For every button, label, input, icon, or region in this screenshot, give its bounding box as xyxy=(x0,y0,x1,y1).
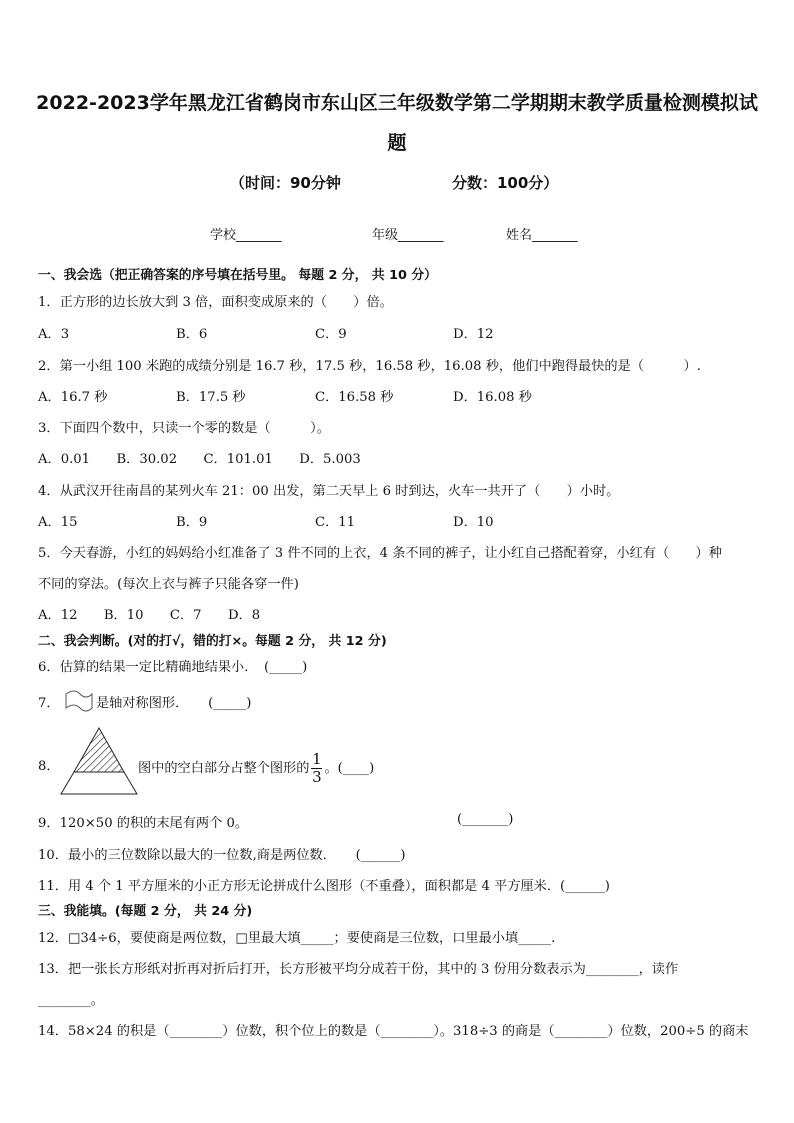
question-14: 14．58×24 的积是（________）位数，积个位上的数是（________）。318÷3 的商是（________）位数，200÷5 的商末 xyxy=(38,1024,749,1039)
option-c: C．16.58 秒 xyxy=(315,390,394,405)
question-9: 9．120×50 的积的末尾有两个 0。 xyxy=(38,816,249,831)
grade-field: 年级_______ xyxy=(372,228,444,243)
triangle-figure-icon xyxy=(58,726,140,796)
name-field: 姓名_______ xyxy=(506,228,578,243)
question-8-number: 8． xyxy=(38,759,60,774)
section-heading: 三、我能填。(每题 2 分， 共 24 分) xyxy=(38,904,253,919)
option-a: A．16.7 秒 xyxy=(38,390,108,405)
question-8 xyxy=(138,752,374,785)
question-7-number: 7． xyxy=(38,696,60,711)
question-8-text: 图中的空白部分占整个图形的 xyxy=(138,761,310,776)
school-field: 学校_______ xyxy=(210,228,282,243)
total-score: 分数：100分） xyxy=(452,174,559,192)
exam-title-line1: 2022-2023学年黑龙江省鹤岗市东山区三年级数学第二学期期末教学质量检测模拟试 xyxy=(36,92,758,114)
question-5-line1: 5．今天春游，小红的妈妈给小红准备了 3 件不同的上衣，4 条不同的裤子，让小红自己搭配着穿，小红有（ ）种 xyxy=(38,546,722,561)
question-10: 10．最小的三位数除以最大的一位数,商是两位数． (______) xyxy=(38,848,406,863)
option-a: A．15 xyxy=(38,515,78,530)
option-b: B．6 xyxy=(176,327,208,342)
question-3-options: A．0.01 B．30.02 C．101.01 D．5.003 xyxy=(38,452,361,467)
question-13-line2: ________。 xyxy=(38,993,104,1008)
option-b: B．17.5 秒 xyxy=(176,390,246,405)
wave-shape-icon xyxy=(64,689,94,713)
option-a: A．3 xyxy=(38,327,70,342)
time-limit: （时间：90分钟 xyxy=(230,174,341,192)
section-heading: 二、我会判断。(对的打√，错的打×。每题 2 分， 共 12 分) xyxy=(38,634,387,649)
option-d: D．12 xyxy=(453,327,494,342)
question-1: 1．正方形的边长放大到 3 倍，面积变成原来的（ ）倍。 xyxy=(38,295,393,310)
option-b: B．9 xyxy=(176,515,208,530)
question-4: 4．从武汉开往南昌的某列火车 21：00 出发，第二天早上 6 时到达，火车一共开了（ ）小时。 xyxy=(38,484,620,499)
option-d: D．16.08 秒 xyxy=(453,390,532,405)
option-d: D．10 xyxy=(453,515,494,530)
question-3: 3．下面四个数中，只读一个零的数是（ ）。 xyxy=(38,421,330,436)
option-c: C．9 xyxy=(315,327,347,342)
question-6: 6．估算的结果一定比精确地结果小． (_____) xyxy=(38,660,308,675)
question-8-blank: 。(____) xyxy=(324,761,375,776)
fraction-one-third xyxy=(311,752,322,785)
question-5-options: A．12 B．10 C．7 D．8 xyxy=(38,608,261,623)
question-2: 2．第一小组 100 米跑的成绩分别是 16.7 秒，17.5 秒，16.58 秒，16.08 秒，他们中跑得最快的是（ ）. xyxy=(38,359,701,374)
fraction-numerator: 1 xyxy=(312,750,322,768)
question-12: 12．□34÷6，要使商是两位数，□里最大填_____；要使商是三位数，口里最小填_____. xyxy=(38,931,556,946)
fraction-denominator: 3 xyxy=(312,768,322,786)
question-11: 11．用 4 个 1 平方厘米的小正方形无论拼成什么图形（不重叠），面积都是 4 平方厘米．(______) xyxy=(38,879,610,894)
exam-title-line2: 题 xyxy=(387,132,407,154)
question-7: 是轴对称图形． (_____) xyxy=(96,696,252,711)
section-heading: 一、我会选（把正确答案的序号填在括号里。 每题 2 分， 共 10 分） xyxy=(38,268,437,283)
question-13-line1: 13．把一张长方形纸对折再对折后打开，长方形被平均分成若干份，其中的 3 份用分数表示为________，读作 xyxy=(38,962,679,977)
option-c: C．11 xyxy=(315,515,356,530)
question-9-blank: (_______) xyxy=(457,812,514,827)
question-5-line2: 不同的穿法。(每次上衣与裤子只能各穿一件) xyxy=(38,577,299,592)
